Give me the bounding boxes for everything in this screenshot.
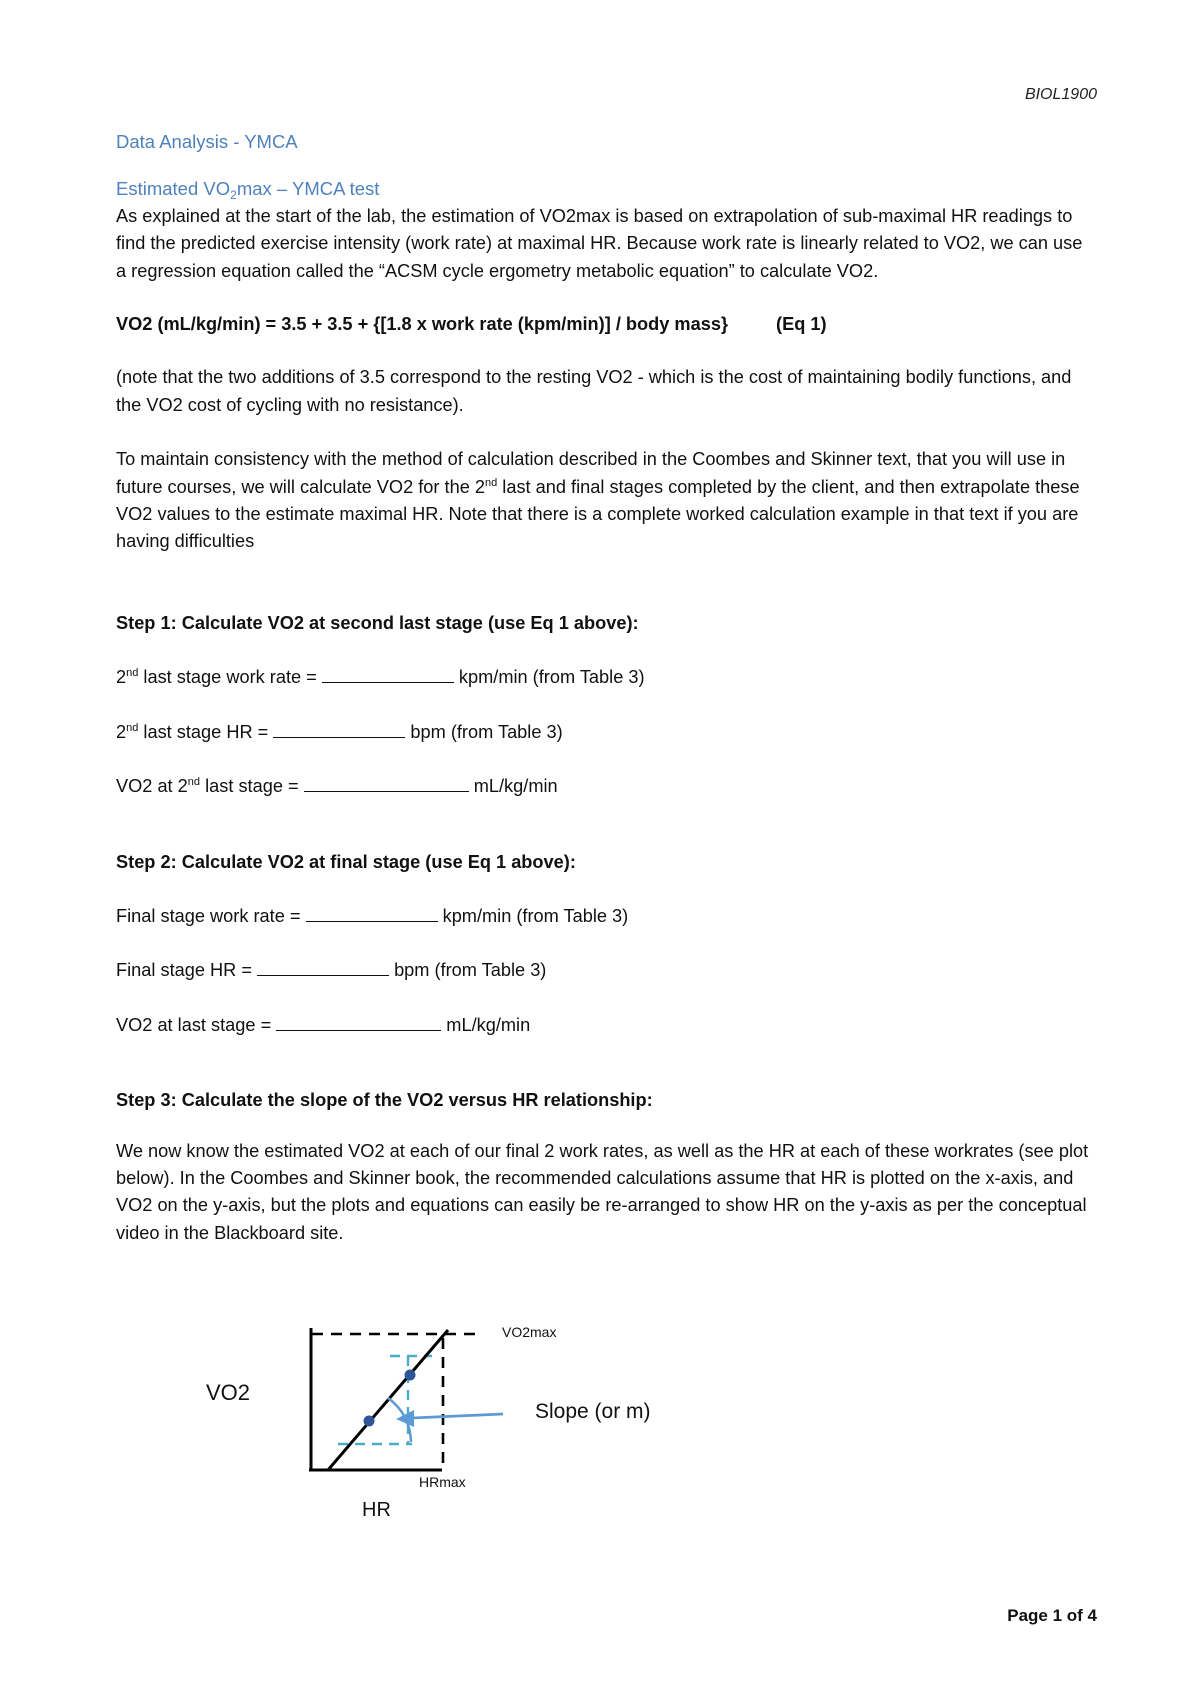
step1-work-rate-blank[interactable]: [322, 664, 454, 683]
step1-vo2-line: VO2 at 2nd last stage = mL/kg/min: [116, 773, 1092, 800]
page-number: Page 1 of 4: [1007, 1606, 1097, 1625]
step1-hr-line: 2nd last stage HR = bpm (from Table 3): [116, 719, 1092, 746]
vo2-hr-diagram: [190, 1318, 690, 1528]
regression-line: [328, 1330, 448, 1470]
y-axis-label: VO2: [206, 1380, 251, 1405]
slope-arrow-line: [412, 1414, 503, 1418]
course-code: BIOL1900: [1024, 86, 1097, 103]
equation: VO2 (mL/kg/min) = 3.5 + 3.5 + {[1.8 x work rate (kpm/min)] / body mass} (Eq 1): [116, 314, 827, 335]
hrmax-label: HRmax: [419, 1474, 466, 1490]
step3-heading: Step 3: Calculate the slope of the VO2 versus HR relationship:: [116, 1090, 653, 1111]
note-paragraph: (note that the two additions of 3.5 correspond to the resting VO2 - which is the cost of maintaining bodily functions, and the VO2 cost of cycling with no resistance).: [116, 367, 1072, 415]
step2-work-rate-line: Final stage work rate = kpm/min (from Table 3): [116, 903, 1092, 930]
document-body: [116, 128, 1092, 1247]
step2-hr-blank[interactable]: [257, 957, 389, 976]
step1-hr-blank[interactable]: [273, 719, 405, 738]
data-point-upper: [405, 1370, 416, 1381]
step2-vo2-line: VO2 at last stage = mL/kg/min: [116, 1012, 1092, 1039]
step1-work-rate-line: 2nd last stage work rate = kpm/min (from Table 3): [116, 664, 1092, 691]
step2-heading: Step 2: Calculate VO2 at final stage (use Eq 1 above):: [116, 851, 576, 872]
x-axis-label: HR: [362, 1499, 391, 1521]
slope-arrowhead: [396, 1410, 414, 1427]
equation-number: (Eq 1): [776, 314, 827, 335]
step1-heading: Step 1: Calculate VO2 at second last stage (use Eq 1 above):: [116, 612, 639, 633]
step3-paragraph: We now know the estimated VO2 at each of our final 2 work rates, as well as the HR at each of these workrates (see plot below). In the Coombes and Skinner book, the recommended calculations assume that HR is plotted on the x-axis, and VO2 on the y-axis, but the plots and equations can easily be re-arranged to show HR on the y-axis as per the conceptual video in the Blackboard site.: [116, 1140, 1089, 1243]
step1-vo2-blank[interactable]: [304, 773, 469, 792]
section-heading: Estimated $VO_2\max$ – YMCA test: [116, 178, 380, 203]
consistency-paragraph: To maintain consistency with the method of calculation described in the Coombes and Skinner text, that you will use in future courses, we will calculate VO2 for the 2nd last and final stages completed by the client, and then extrapolate these VO2 values to the estimate maximal HR. Note that there is a complete worked calculation example in that text if you are having difficulties: [116, 449, 1080, 552]
slope-label: Slope (or m): [535, 1400, 651, 1423]
step2-vo2-blank[interactable]: [276, 1012, 441, 1031]
data-point-lower: [364, 1416, 375, 1427]
vo2max-label: VO2max: [502, 1324, 557, 1340]
step2-work-rate-blank[interactable]: [306, 903, 438, 922]
intro-paragraph: As explained at the start of the lab, the estimation of VO2max is based on extrapolation of sub-maximal HR readings to find the predicted exercise intensity (work rate) at maximal HR. Because work rate is linearly related to VO2, we can use a regression equation called the “ACSM cycle ergometry metabolic equation” to calculate VO2.: [116, 205, 1083, 281]
step2-hr-line: Final stage HR = bpm (from Table 3): [116, 957, 1092, 984]
page-title: Data Analysis - YMCA: [116, 131, 298, 152]
